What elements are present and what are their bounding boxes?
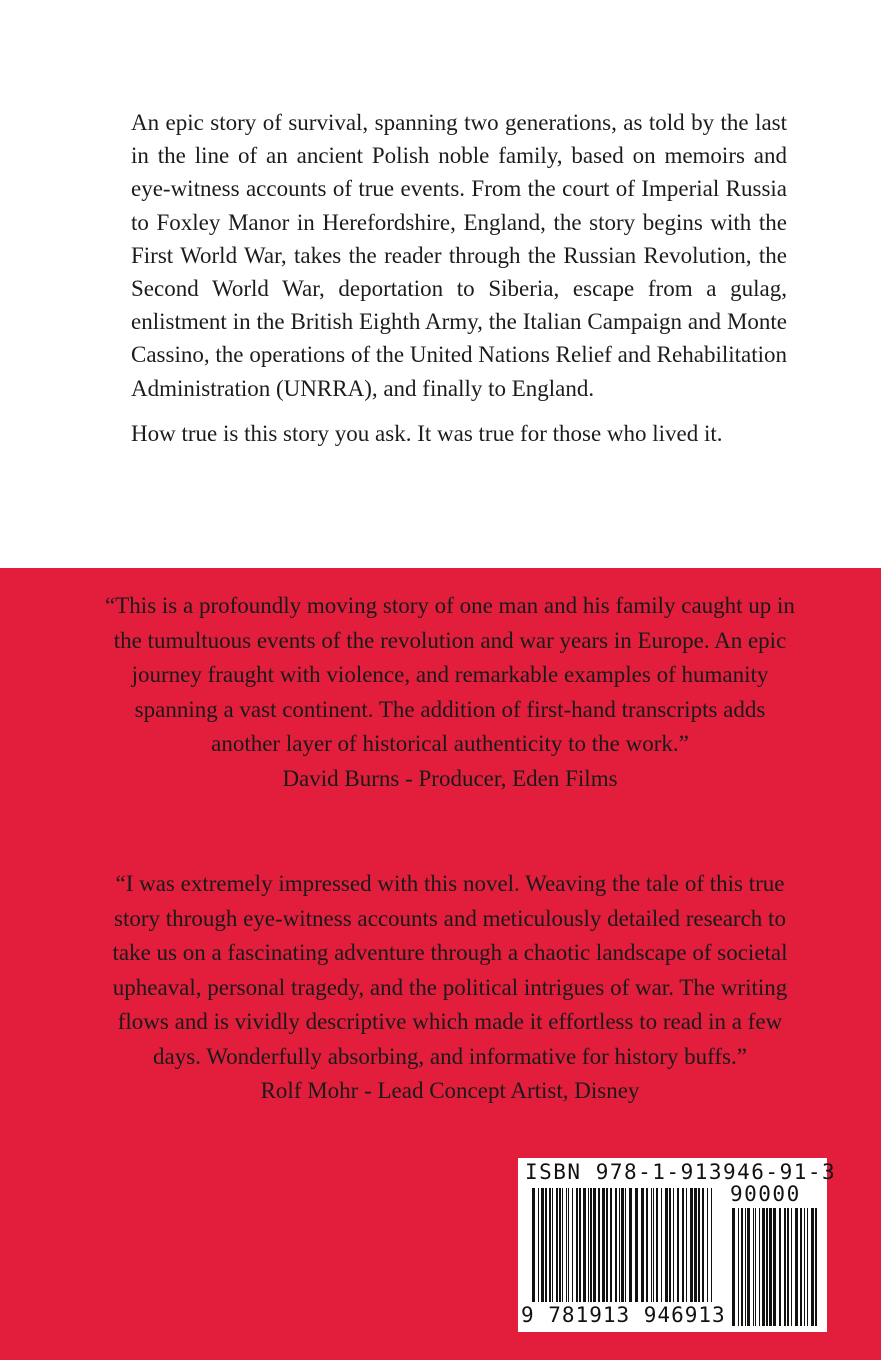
book-blurb: [131, 106, 787, 450]
barcode-bar: [738, 1208, 739, 1326]
barcode-bar: [576, 1188, 578, 1312]
barcode-bar: [787, 1208, 789, 1326]
barcode-bar: [769, 1208, 772, 1326]
barcode-bar: [562, 1188, 563, 1312]
barcode-bar: [804, 1208, 805, 1326]
barcode-bar: [686, 1188, 687, 1312]
barcode-bar: [698, 1188, 700, 1312]
addon-barcode-bars: [732, 1208, 818, 1326]
barcode-bar: [559, 1188, 561, 1312]
review-2-quote: “I was extremely impressed with this novel. Weaving the tale of this true story through eye-witness accounts and meticulously detailed research to take us on a fascinating adventure through a chaotic landscape of societal upheaval, personal tragedy, and the political intrigues of war. The writing flows and is vividly descriptive which made it effortless to read in a few days. Wonderfully absorbing, and informative for history buffs.”: [112, 871, 788, 1069]
barcode-bar: [588, 1188, 589, 1312]
barcode-bar: [629, 1188, 632, 1312]
barcode-bar: [707, 1188, 708, 1312]
barcode-bar: [753, 1208, 754, 1326]
barcode-bar: [690, 1188, 693, 1312]
barcode-bar: [621, 1188, 624, 1312]
barcode-bar: [538, 1188, 539, 1312]
barcode-bar: [759, 1208, 760, 1326]
barcode-bar: [579, 1188, 581, 1312]
review-1: [100, 589, 800, 796]
barcode-bar: [784, 1208, 786, 1326]
barcode-bar: [619, 1188, 620, 1312]
barcode-bar: [800, 1208, 802, 1326]
barcode-bar: [545, 1188, 547, 1312]
price-code: 90000: [730, 1182, 801, 1206]
barcode-bar: [568, 1188, 569, 1312]
review-1-attribution: David Burns - Producer, Eden Films: [282, 765, 618, 791]
barcode-bar: [815, 1208, 817, 1326]
barcode-bar: [541, 1188, 544, 1312]
blurb-paragraph-1: An epic story of survival, spanning two generations, as told by the last in the line of an ancient Polish noble family, based on memoirs and eye-witness accounts of true events. From the court of Imperial Russia to Foxley Manor in Herefordshire, England, the story begins with the First World War, takes the reader through the Russian Revolution, the Second World War, deportation to Siberia, escape from a gulag, enlistment in the British Eighth Army, the Italian Campaign and Monte Cassino, the operations of the United Nations Relief and Rehabilitation Administration (UNRRA), and finally to England.: [131, 110, 787, 401]
barcode-bar: [732, 1208, 735, 1326]
barcode-bar: [532, 1188, 535, 1312]
barcode-bar: [682, 1188, 684, 1312]
barcode-bar: [646, 1188, 648, 1312]
barcode-bar: [661, 1188, 662, 1312]
barcode-bar: [556, 1188, 558, 1312]
barcode-bar: [779, 1208, 781, 1326]
barcode-bar: [766, 1208, 768, 1326]
barcode-bar: [669, 1188, 671, 1312]
barcode-bar: [598, 1188, 600, 1312]
barcode-bar: [762, 1208, 765, 1326]
review-2: [100, 867, 800, 1109]
barcode-bar: [606, 1188, 608, 1312]
barcode-bar: [677, 1188, 679, 1312]
barcode-bar: [773, 1208, 776, 1326]
barcode-bar: [656, 1188, 658, 1312]
barcode-bar: [552, 1188, 553, 1312]
barcode-bar: [745, 1208, 746, 1326]
isbn-label: ISBN 978-1-913946-91-3: [525, 1160, 837, 1184]
barcode-bar: [702, 1188, 704, 1312]
barcode-bar: [641, 1188, 644, 1312]
review-1-quote: “This is a profoundly moving story of one man and his family caught up in the tumultuous events of the revolution and war years in Europe. An epic journey fraught with violence, and remarkable examples of humanity spanning a vast continent. The addition of first-hand transcripts adds another layer of historical authenticity to the work.”: [105, 593, 795, 756]
barcode-bar: [694, 1188, 697, 1312]
barcode-bar: [791, 1208, 792, 1326]
barcode-bar: [635, 1188, 638, 1312]
barcode-bar: [590, 1188, 592, 1312]
barcode-bar: [673, 1188, 674, 1312]
barcode-bar: [583, 1188, 586, 1312]
barcode-bar: [610, 1188, 612, 1312]
ean-barcode-bars: [532, 1188, 714, 1312]
blurb-paragraph-2: How true is this story you ask. It was true for those who lived it.: [131, 420, 723, 446]
barcode-bar: [572, 1188, 573, 1312]
barcode-bar: [755, 1208, 756, 1326]
barcode-bar: [747, 1208, 750, 1326]
barcode-bar: [811, 1208, 814, 1326]
barcode-bar: [593, 1188, 596, 1312]
barcode-bar: [549, 1188, 551, 1312]
barcode-bar: [602, 1188, 605, 1312]
barcode-bar: [653, 1188, 654, 1312]
barcode-bar: [665, 1188, 668, 1312]
barcode-bar: [615, 1188, 617, 1312]
isbn-barcode: [518, 1158, 837, 1332]
barcode-bar: [651, 1188, 652, 1312]
ean-digits: 9 781913 946913: [521, 1303, 726, 1327]
barcode-bar: [625, 1188, 626, 1312]
barcode-bar: [711, 1188, 712, 1312]
barcode-bar: [795, 1208, 798, 1326]
blurb-section: [0, 0, 881, 568]
review-2-attribution: Rolf Mohr - Lead Concept Artist, Disney: [260, 1078, 640, 1103]
barcode-bar: [566, 1188, 567, 1312]
barcode-bar: [807, 1208, 808, 1326]
barcode-bar: [741, 1208, 743, 1326]
